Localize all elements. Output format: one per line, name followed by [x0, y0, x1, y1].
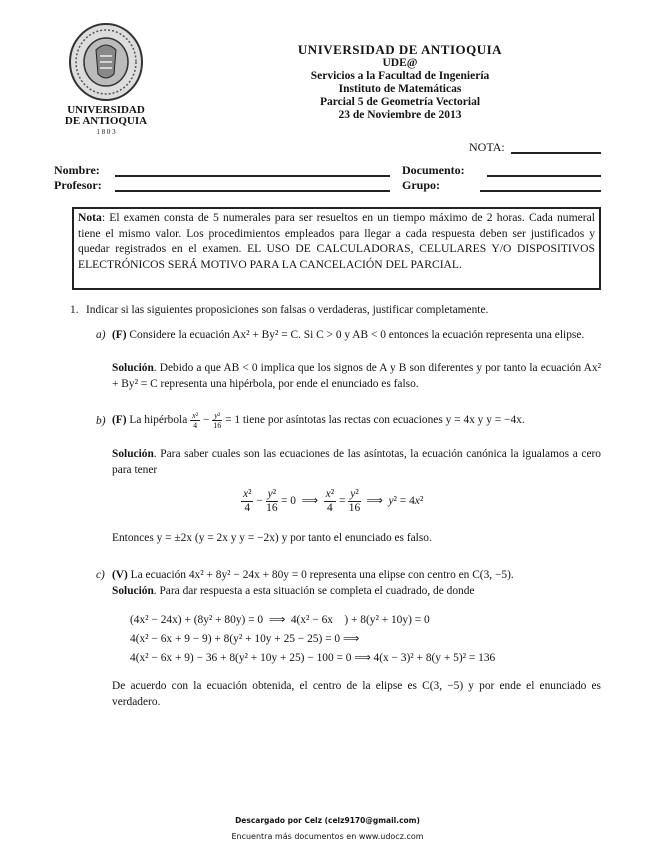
item-b-conclusion: Entonces y = ±2x (y = 2x y y = −2x) y por tanto el enunciado es falso.: [112, 532, 432, 544]
documento-label: Documento:: [402, 163, 465, 177]
item-b-statement-post: = 1 tiene por asíntotas las rectas con ecuaciones y = 4x y y = −4x.: [225, 414, 525, 427]
item-c-statement: [112, 567, 601, 583]
item-b-display-equation: $\frac{\text{x²}}{4}$ − $\frac{\text{y²}}{16}$ = 0 ⟹ $\frac{\text{x²}}{4}$ = $\frac{\text{y²}}{16}$ ⟹ y² = 4x²: [243, 488, 424, 514]
item-c-statement-text: La ecuación 4x² + 8y² − 24x + 80y = 0 representa una elipse con centro en C(3, −5).: [130, 569, 514, 581]
grupo-label: Grupo:: [402, 178, 441, 192]
note-label: Nota: [78, 211, 102, 224]
university-logo: [60, 22, 152, 137]
item-a-statement-text: Considere la ecuación Ax² + By² = C. Si C > 0 y AB < 0 entonces la ecuación representa una elipse.: [129, 329, 585, 341]
nota-label: NOTA:: [469, 140, 505, 154]
item-c-conclusion: De acuerdo con la ecuación obtenida, el centro de la elipse es C(3, −5) y por ende el enunciado es verdadero.: [112, 680, 601, 708]
note-box: [72, 207, 601, 290]
item-b-solution: [112, 446, 601, 478]
item-a-solution-label: Solución: [112, 362, 154, 374]
item-c-step-2: 4(x² − 6x + 9 − 9) + 8(y² + 10y + 25 − 25) = 0 ⟹: [130, 633, 360, 645]
profesor-label: Profesor:: [54, 178, 102, 192]
profesor-field[interactable]: [115, 190, 390, 192]
item-a-verdict: (F): [112, 329, 127, 341]
item-b-verdict: (F): [112, 414, 127, 427]
header-service: Servicios a la Facultad de Ingeniería: [310, 70, 490, 82]
item-c-step-3: 4(x² − 6x + 9) − 36 + 8(y² + 10y + 25) − 100 = 0 ⟹ 4(x − 3)² + 8(y + 5)² = 136: [130, 652, 496, 664]
item-b-statement-pre: La hipérbola: [129, 414, 188, 427]
university-seal-icon: [60, 22, 152, 102]
item-b-solution-label: Solución: [112, 448, 154, 460]
header-block: [270, 43, 530, 122]
item-a-solution-text: . Debido a que AB < 0 implica que los signos de A y B son diferentes y por tanto la ecuación Ax² + By² = C representa una hipérbola, por ende el enunciado es falso.: [112, 362, 601, 390]
question-text: Indicar si las siguientes proposiciones son falsas o verdaderas, justificar completamente.: [86, 304, 489, 316]
footer-more-link[interactable]: Encuentra más documentos en www.udocz.com: [231, 832, 424, 841]
item-c-solution-text: . Para dar respuesta a esta situación se completa el cuadrado, de donde: [153, 585, 475, 597]
grupo-field[interactable]: [480, 190, 601, 192]
item-c-verdict: (V): [112, 569, 128, 581]
logo-line-1: UNIVERSIDAD: [67, 104, 145, 116]
item-a-statement: [112, 327, 601, 343]
header-university: UNIVERSIDAD DE ANTIOQUIA: [297, 42, 503, 57]
item-c-tag: c): [96, 569, 105, 581]
item-b-statement: (F) La hipérbola $\frac{\text{x²}}{4}$ − $\frac{\text{y²}}{16}$ = 1 tiene por asíntotas las rectas con ecuaciones y = 4x y y = −4x.: [112, 411, 525, 430]
header-unit: UDE@: [382, 57, 418, 69]
documento-field[interactable]: [487, 175, 601, 177]
question-number: 1.: [70, 304, 79, 316]
footer-download: Descargado por Celz (celz9170@gmail.com): [235, 816, 420, 825]
item-c-solution: [112, 583, 601, 599]
item-a-tag: a): [96, 329, 106, 341]
item-a-solution: [112, 360, 601, 392]
header-institute: Instituto de Matemáticas: [338, 83, 462, 95]
header-date: 23 de Noviembre de 2013: [338, 109, 462, 121]
nombre-field[interactable]: [115, 175, 390, 177]
logo-year: 1 8 0 3: [96, 128, 116, 136]
item-b-solution-text: . Para saber cuales son las ecuaciones de las asíntotas, la ecuación canónica la igualamos a cero para tener: [112, 448, 601, 476]
fraction-y2-over-16: $\frac{\text{y²}}{16}$: [213, 411, 222, 430]
logo-line-2: DE ANTIOQUIA: [64, 115, 148, 127]
nombre-label: Nombre:: [54, 163, 100, 177]
header-exam: Parcial 5 de Geometría Vectorial: [319, 96, 481, 108]
fraction-x2-over-4: $\frac{\text{x²}}{4}$: [192, 411, 199, 430]
item-c-solution-label: Solución: [112, 585, 154, 597]
item-b-tag: b): [96, 415, 106, 427]
note-text: : El examen consta de 5 numerales para ser resueltos en un tiempo máximo de 2 horas. Cada numeral tiene el mismo valor. Los procedimientos empleados para llegar a cada respuesta deben ser justificados y quedar registrados en el examen. EL USO DE CALCULADORAS, CELULARES Y/O DISPOSITIVOS ELECTRÓNICOS SERÁ MOTIVO PARA LA CANCELACIÓN DEL PARCIAL.: [78, 211, 595, 271]
nota-field[interactable]: [511, 152, 601, 154]
item-c-step-1: (4x² − 24x) + (8y² + 80y) = 0 ⟹ 4(x² − 6x ) + 8(y² + 10y) = 0: [130, 614, 430, 626]
